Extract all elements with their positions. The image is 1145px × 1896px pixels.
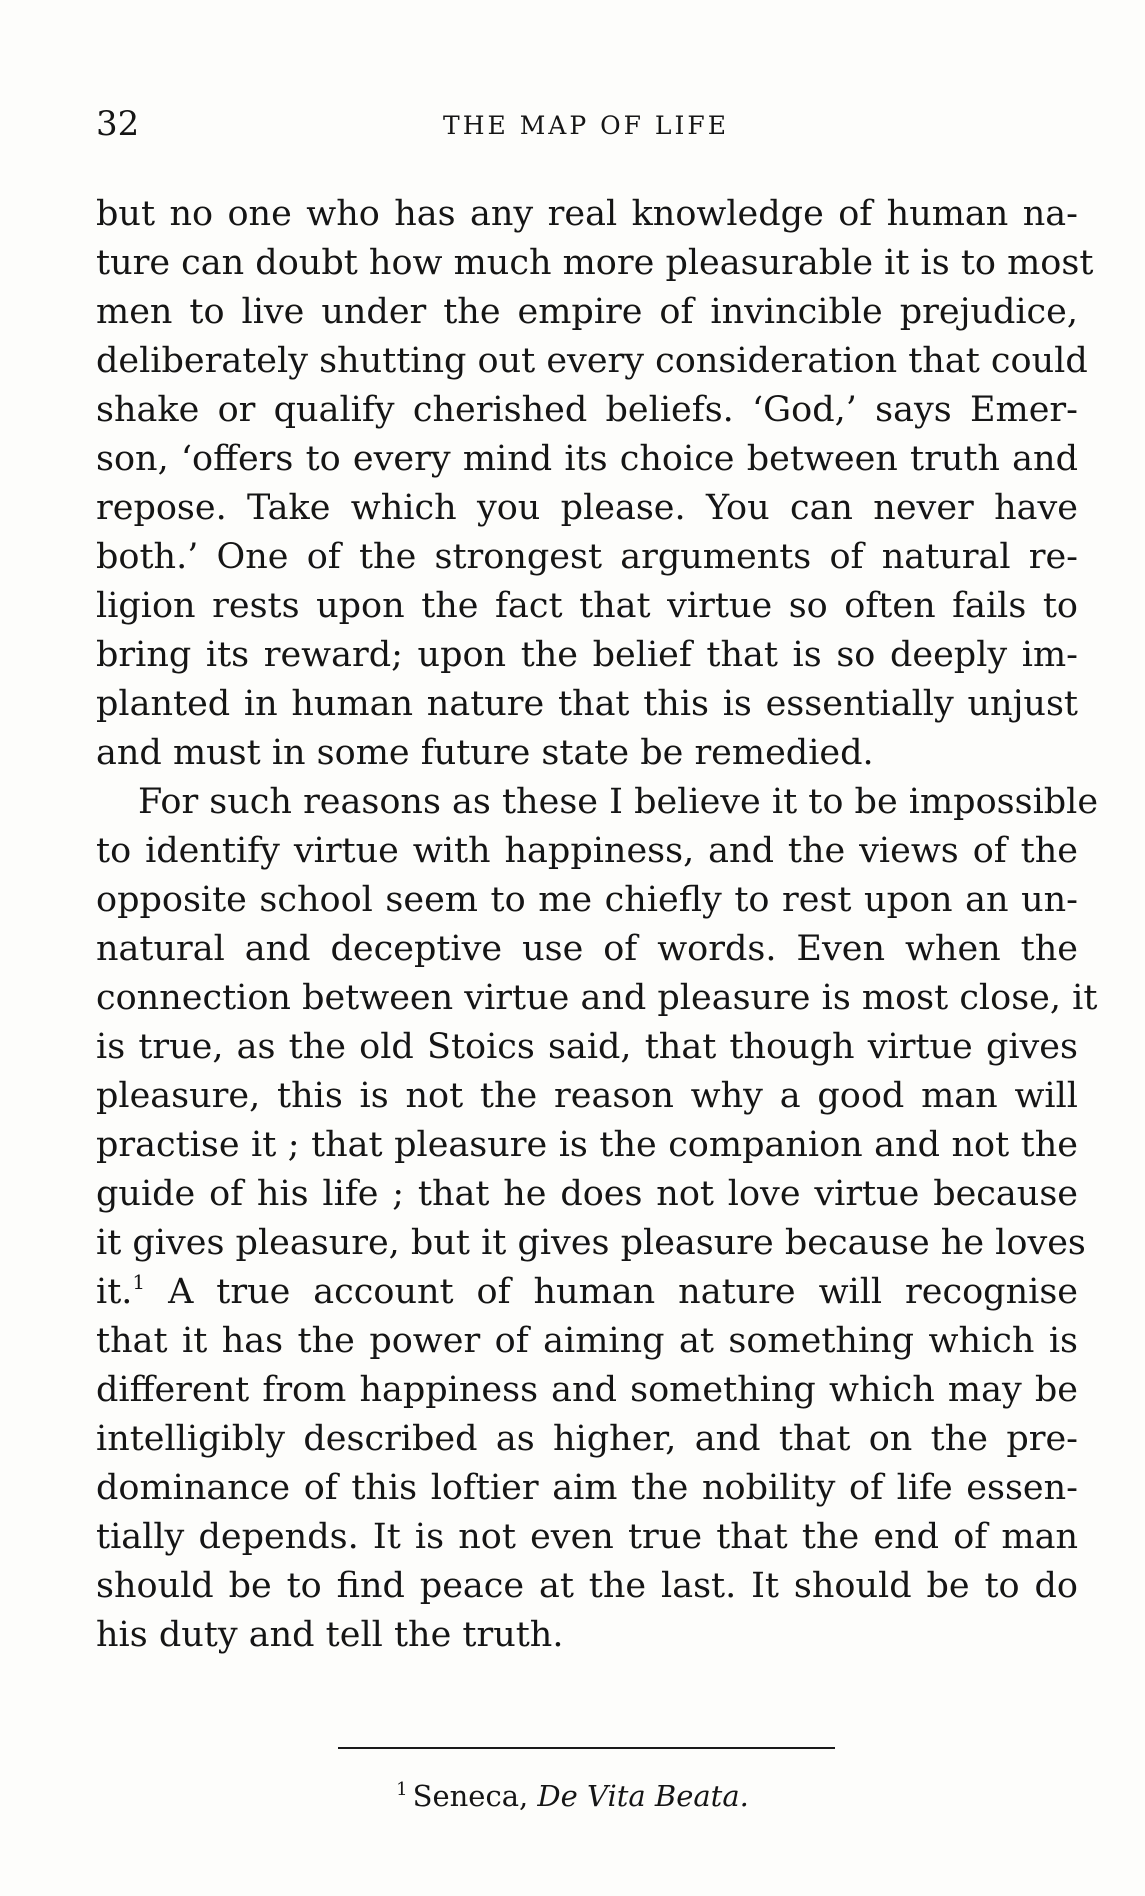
text-line: intelligibly described as higher, and that on the pre-: [96, 1419, 1078, 1459]
text-line: natural and deceptive use of words. Even when the: [96, 929, 1078, 969]
paragraph-1: [96, 190, 1094, 778]
text-line-with-footnote-ref: [96, 1268, 1078, 1317]
text-line: connection between virtue and pleasure is most close, it: [96, 978, 1098, 1018]
text-line: but no one who has any real knowledge of human na-: [96, 194, 1078, 234]
running-title: THE MAP OF LIFE: [443, 111, 729, 140]
text-line: his duty and tell the truth.: [96, 1615, 564, 1655]
text-line: different from happiness and something which may be: [96, 1370, 1078, 1410]
text-line: men to live under the empire of invincible prejudice,: [96, 292, 1078, 332]
text-line: repose. Take which you please. You can never have: [96, 488, 1078, 528]
text-line: and must in some future state be remedied.: [96, 733, 874, 773]
text-line: deliberately shutting out every consideration that could: [96, 341, 1088, 381]
text-line: ligion rests upon the fact that virtue so often fails to: [96, 586, 1078, 626]
paragraph-2: [96, 778, 1099, 1660]
text-line: guide of his life ; that he does not love virtue because: [96, 1174, 1078, 1214]
footnote-author: Seneca,: [412, 1779, 529, 1813]
footnote-reference: 1: [132, 1270, 146, 1294]
text-line: shake or qualify cherished beliefs. ‘God,’ says Emer-: [96, 390, 1078, 430]
text-line: bring its reward; upon the belief that is so deeply im-: [96, 635, 1078, 675]
text-line: son, ‘offers to every mind its choice between truth and: [96, 439, 1078, 479]
text-line: For such reasons as these I believe it to be impossible: [138, 782, 1099, 822]
body-text: [96, 190, 1099, 1660]
text-line: pleasure, this is not the reason why a good man will: [96, 1076, 1078, 1116]
page-number: 32: [96, 104, 140, 144]
text-fragment: A true account of human nature will recognise: [145, 1272, 1078, 1312]
footnote-title: De Vita Beata.: [537, 1779, 749, 1813]
footnote-mark: 1: [396, 1779, 408, 1800]
text-line: planted in human nature that this is essentially unjust: [96, 684, 1078, 724]
text-line: both.’ One of the strongest arguments of natural re-: [96, 537, 1078, 577]
text-line: it gives pleasure, but it gives pleasure because he loves: [96, 1223, 1086, 1263]
text-line: practise it ; that pleasure is the companion and not the: [96, 1125, 1078, 1165]
text-line: should be to find peace at the last. It should be to do: [96, 1566, 1078, 1606]
text-line: ture can doubt how much more pleasurable it is to most: [96, 243, 1094, 283]
text-line: to identify virtue with happiness, and the views of the: [96, 831, 1078, 871]
text-line: dominance of this loftier aim the nobility of life essen-: [96, 1468, 1078, 1508]
footnote: [0, 1776, 1145, 1816]
text-line: tially depends. It is not even true that the end of man: [96, 1517, 1078, 1557]
footnote-divider: [338, 1747, 835, 1749]
text-fragment: it.: [96, 1272, 133, 1312]
text-line: is true, as the old Stoics said, that though virtue gives: [96, 1027, 1078, 1067]
page-header: [96, 104, 1076, 144]
text-line: that it has the power of aiming at something which is: [96, 1321, 1078, 1361]
text-line: opposite school seem to me chiefly to rest upon an un-: [96, 880, 1078, 920]
